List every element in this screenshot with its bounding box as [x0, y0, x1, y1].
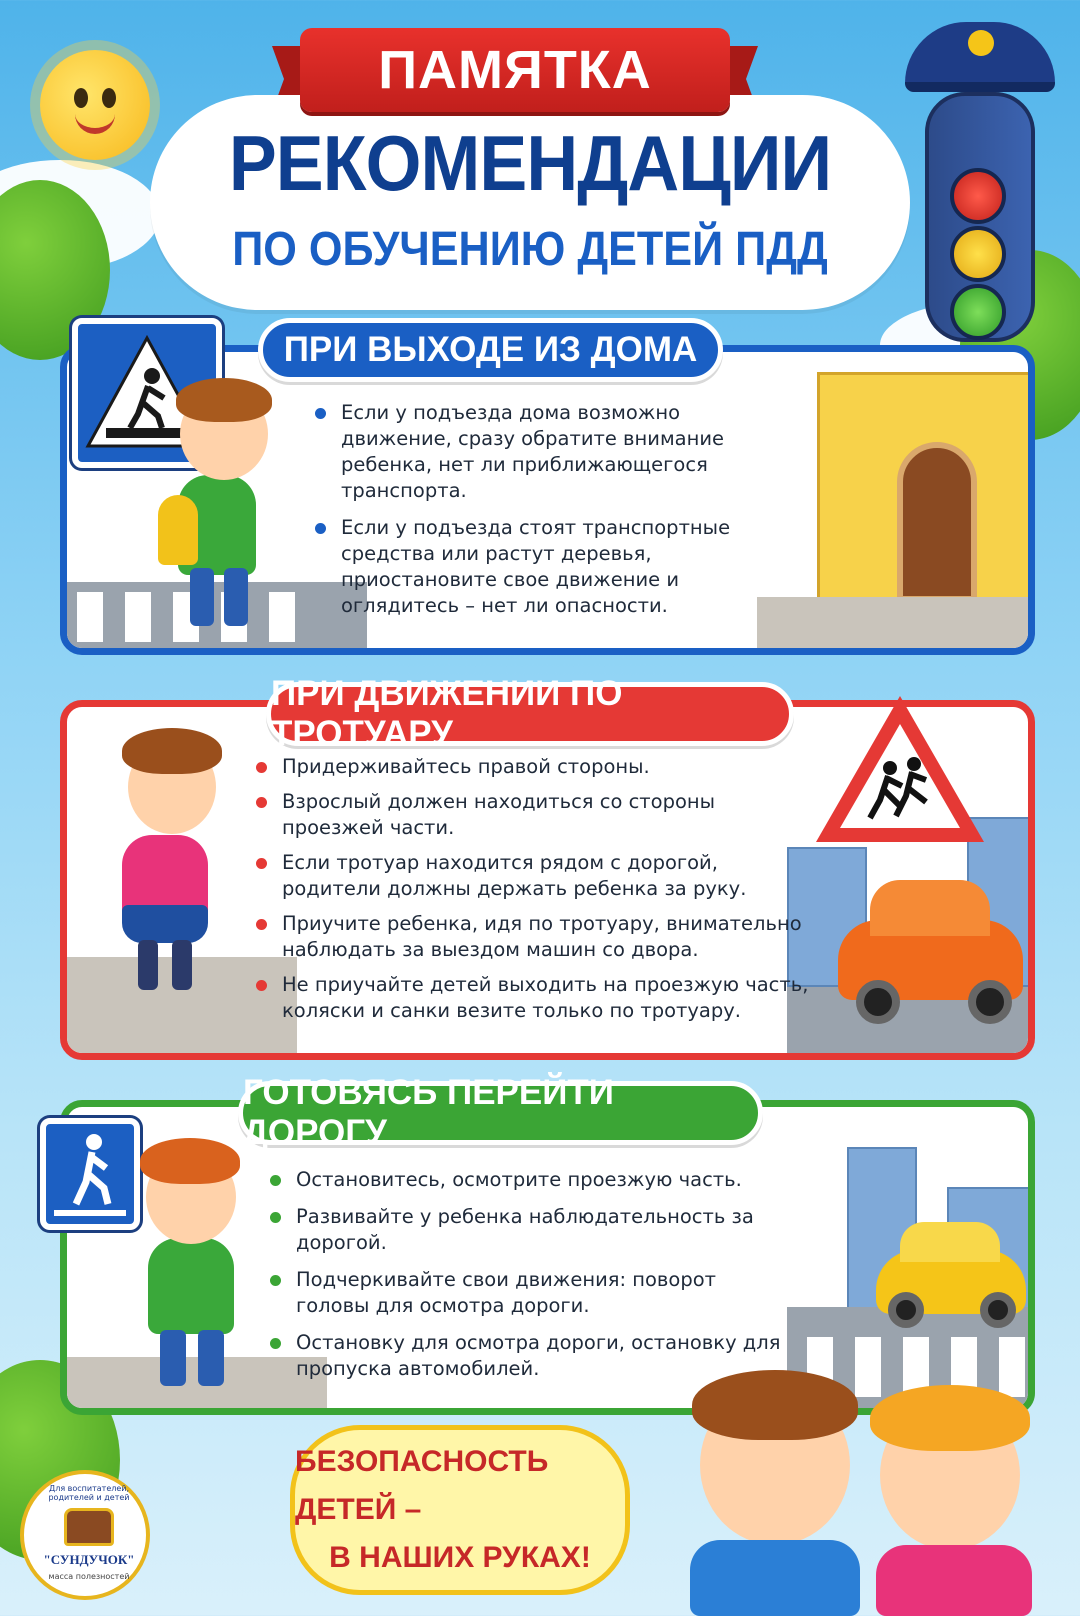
- chest-icon: [64, 1508, 114, 1546]
- list-item: Придерживайтесь правой стороны.: [256, 754, 816, 780]
- logo-name: "СУНДУЧОК": [43, 1552, 135, 1567]
- sun-icon: [40, 50, 150, 160]
- list-item: Если у подъезда стоят транспортные средства или растут деревья, приостановите свое движение и оглядитесь – нет ли опасности.: [315, 515, 755, 619]
- list-item: Не приучайте детей выходить на проезжую часть, коляски и санки везите только по тротуару.: [256, 972, 816, 1024]
- backpack: [158, 495, 198, 565]
- logo: [20, 1470, 150, 1600]
- list-item: Подчеркивайте свои движения: поворот головы для осмотра дороги.: [270, 1267, 790, 1319]
- list-item: Остановитесь, осмотрите проезжую часть.: [270, 1167, 790, 1193]
- section-title-crossing: ГОТОВЯСЬ ПЕРЕЙТИ ДОРОГУ: [238, 1081, 763, 1145]
- logo-tagline: масса полезностей: [48, 1572, 130, 1581]
- boy-figure: [148, 1238, 234, 1334]
- list-item: Остановку для осмотра дороги, остановку для пропуска автомобилей.: [270, 1330, 790, 1382]
- list-item: Взрослый должен находиться со стороны проезжей части.: [256, 789, 816, 841]
- logo-arc-text: Для воспитателей, родителей и детей: [48, 1484, 130, 1502]
- page-subtitle: ПО ОБУЧЕНИЮ ДЕТЕЙ ПДД: [232, 223, 828, 276]
- children-warning-sign-icon: [810, 690, 990, 850]
- section-title-leaving-home: ПРИ ВЫХОДЕ ИЗ ДОМА: [258, 318, 723, 382]
- section-title-sidewalk: ПРИ ДВИЖЕНИИ ПО ТРОТУАРУ: [266, 682, 794, 746]
- boy-figure: [690, 1540, 860, 1616]
- list-sidewalk: [256, 754, 816, 1033]
- list-item: Приучите ребенка, идя по тротуару, внимательно наблюдать за выездом машин со двора.: [256, 911, 816, 963]
- header-ribbon: [300, 28, 730, 112]
- list-item: Если тротуар находится рядом с дорогой, родители должны держать ребенка за руку.: [256, 850, 816, 902]
- footer-banner: [290, 1425, 630, 1595]
- girl-figure: [876, 1545, 1032, 1616]
- footer-line-1: БЕЗОПАСНОСТЬ ДЕТЕЙ –: [295, 1445, 549, 1526]
- yellow-lamp-icon: [950, 226, 1006, 282]
- door: [897, 442, 977, 602]
- red-lamp-icon: [950, 168, 1006, 224]
- footer-line-2: В НАШИХ РУКАХ!: [329, 1541, 591, 1574]
- cap-badge-icon: [968, 30, 994, 56]
- green-lamp-icon: [950, 284, 1006, 340]
- list-crossing: [270, 1167, 790, 1393]
- pedestrian-crossing-sign-icon: [40, 1118, 140, 1230]
- page-title: РЕКОМЕНДАЦИИ: [228, 119, 832, 207]
- list-item: Развивайте у ребенка наблюдательность за дорогой.: [270, 1204, 790, 1256]
- ribbon-text: ПАМЯТКА: [378, 40, 652, 100]
- list-leaving-home: [315, 400, 755, 630]
- list-item: Если у подъезда дома возможно движение, сразу обратите внимание ребенка, нет ли приближающегося транспорта.: [315, 400, 755, 504]
